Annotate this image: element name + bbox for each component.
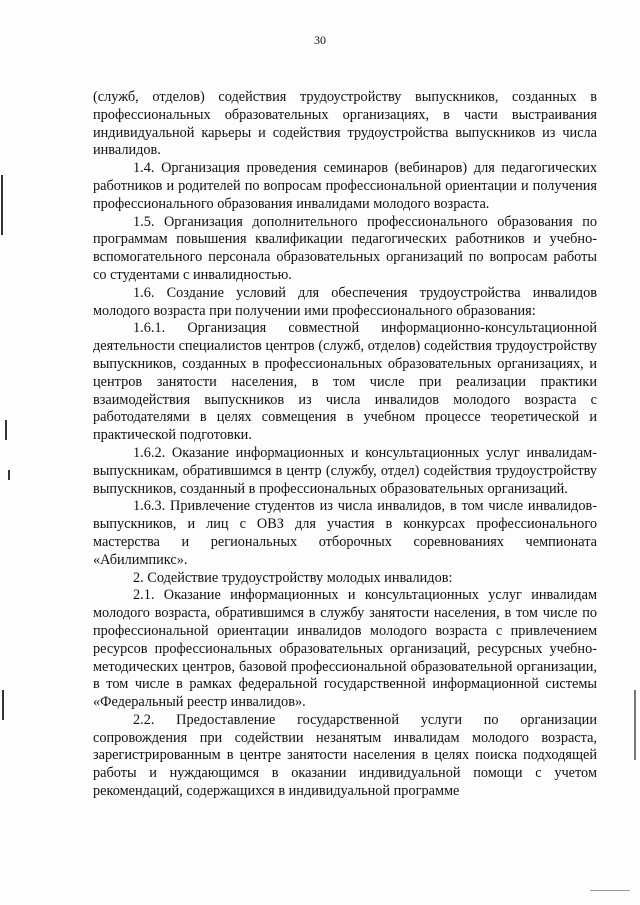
scan-artifact-left-low: [8, 470, 10, 480]
paragraph-1-4: 1.4. Организация проведения семинаров (вебинаров) для педагогических работников и родителей по вопросам профессиональной ориентации и получения профессионального образования инвалидами молодого возраста.: [93, 160, 597, 212]
page-number: 30: [314, 33, 326, 47]
scan-artifact-bottom: [590, 890, 630, 891]
paragraph-1-6-2: 1.6.2. Оказание информационных и консультационных услуг инвалидам-выпускникам, обратившимся в центр (службу, отдел) содействия трудоустройству выпускников, созданный в профессиональных образовательных организаций.: [93, 444, 597, 497]
paragraph-1-6-3: 1.6.3. Привлечение студентов из числа инвалидов, в том числе инвалидов-выпускников, и лиц с ОВЗ для участия в конкурсах профессионального мастерства и региональных отборочных соревнованиях чемпионата «Абилимпикс».: [93, 498, 597, 568]
paragraph-continuation: (служб, отделов) содействия трудоустройству выпускников, созданных в профессиональных образовательных организациях, в части выстраивания индивидуальной карьеры и содействия трудоустройства выпускников из числа инвалидов.: [93, 89, 597, 159]
paragraph-1-6-1: 1.6.1. Организация совместной информационно-консультационной деятельности специалистов центров (служб, отделов) содействия трудоустройству выпускников, созданных в профессиональных образовательных организациях, и центров занятости населения, в том числе при реализации практики взаимодействия выпускников из числа инвалидов молодого возраста с работодателями в целях совмещения в учебном процессе теоретической и практической подготовки.: [93, 320, 597, 444]
paragraph-2-1: 2.1. Оказание информационных и консультационных услуг инвалидам молодого возраста, обратившимся в службу занятости населения, в том числе по профессиональной ориентации инвалидов молодого возраста с привлечением ресурсов профессиональных образовательных организаций, ресурсных учебно-методических центров, базовой профессиональной образовательной организации, в том числе в рамках федеральной государственной информационной системы «Федеральный реестр инвалидов».: [93, 587, 597, 711]
paragraph-1-6: 1.6. Создание условий для обеспечения трудоустройства инвалидов молодого возраста при получении ими профессионального образования:: [93, 284, 597, 319]
paragraph-2: 2. Содействие трудоустройству молодых инвалидов:: [133, 569, 453, 586]
scan-artifact-left-bottom: [2, 690, 4, 720]
paragraph-2-2: 2.2. Предоставление государственной услуги по организации сопровождения при содействии незанятым инвалидам молодого возраста, зарегистрированным в центре занятости населения в целях поиска подходящей работы и нуждающимся в оказании индивидуальной помощи с учетом рекомендаций, содержащихся в индивидуальной программе: [93, 711, 597, 800]
document-body: [93, 89, 597, 801]
scan-artifact-right-bottom: [634, 690, 636, 760]
paragraph-1-5: 1.5. Организация дополнительного профессионального образования по программам повышения квалификации педагогических работников и учебно-вспомогательного персонала образовательных организаций по вопросам работы со студентами с инвалидностью.: [93, 213, 597, 283]
scan-artifact-left-mid: [5, 420, 7, 440]
scan-artifact-left-top: [1, 175, 3, 235]
